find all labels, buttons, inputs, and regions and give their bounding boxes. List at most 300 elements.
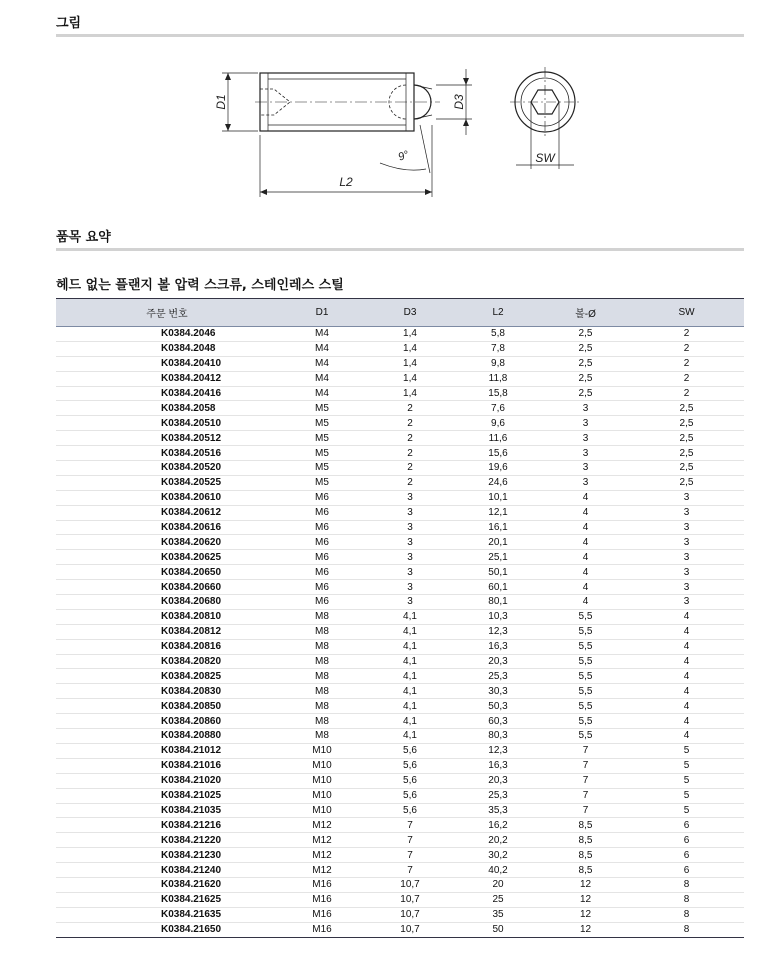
cell-order-number: K0384.20525 <box>56 475 278 490</box>
cell-l2: 16,1 <box>454 520 542 535</box>
cell-d3: 10,7 <box>400 924 420 936</box>
table-row <box>56 341 744 356</box>
cell-l2: 15,8 <box>454 386 542 401</box>
cell-d1: M8 <box>278 669 366 684</box>
table-row <box>56 699 744 714</box>
cell-d1: M4 <box>278 386 366 401</box>
cell-d1: M10 <box>278 803 366 818</box>
table-row <box>56 386 744 401</box>
section-title-summary: 품목 요약 <box>56 230 744 251</box>
cell-l2: 7,6 <box>454 401 542 416</box>
table-row <box>56 848 744 863</box>
cell-sw: 4 <box>629 609 744 624</box>
cell-sw: 5 <box>629 773 744 788</box>
table-row <box>56 475 744 490</box>
cell-l2: 30,3 <box>454 684 542 699</box>
cell-l2: 19,6 <box>454 461 542 476</box>
table-row <box>56 580 744 595</box>
table-row <box>56 505 744 520</box>
cell-d3: 10,7 <box>366 892 454 907</box>
cell-order-number: K0384.21635 <box>56 907 278 922</box>
cell-l2: 5,8 <box>454 327 542 342</box>
cell-ball-diameter: 4 <box>542 505 629 520</box>
cell-order-number: K0384.21035 <box>56 803 278 818</box>
cell-d3: 7 <box>366 863 454 878</box>
cell-d1: M6 <box>278 505 366 520</box>
cell-ball-diameter: 2,5 <box>542 341 629 356</box>
cell-sw: 5 <box>629 788 744 803</box>
cell-ball-diameter: 7 <box>542 743 629 758</box>
cell-d3: 1,4 <box>366 371 454 386</box>
cell-sw: 2,5 <box>629 401 744 416</box>
cell-d1: M6 <box>278 565 366 580</box>
cell-d1: M8 <box>278 609 366 624</box>
cell-d1: M6 <box>278 550 366 565</box>
cell-d3: 4,1 <box>366 699 454 714</box>
cell-ball-diameter: 4 <box>542 565 629 580</box>
cell-l2: 25 <box>454 892 542 907</box>
cell-d1: M6 <box>278 580 366 595</box>
cell-ball-diameter: 2,5 <box>542 356 629 371</box>
cell-d1: M5 <box>278 461 366 476</box>
cell-order-number: K0384.20625 <box>56 550 278 565</box>
table-row <box>56 788 744 803</box>
cell-ball-diameter: 8,5 <box>542 863 629 878</box>
cell-d1: M16 <box>278 892 366 907</box>
cell-d1: M8 <box>278 654 366 669</box>
cell-sw: 6 <box>629 833 744 848</box>
cell-ball-diameter: 5,5 <box>542 714 629 729</box>
cell-l2: 24,6 <box>454 475 542 490</box>
table-row <box>56 371 744 386</box>
label-l2: L2 <box>339 175 353 189</box>
header-order-number: 주문 번호 <box>146 309 188 320</box>
cell-sw: 3 <box>629 580 744 595</box>
cell-sw: 4 <box>629 714 744 729</box>
cell-order-number: K0384.20825 <box>56 669 278 684</box>
cell-d3: 5,6 <box>366 743 454 758</box>
cell-ball-diameter: 8,5 <box>542 818 629 833</box>
cell-sw: 6 <box>629 863 744 878</box>
cell-ball-diameter: 12 <box>579 924 592 936</box>
cell-d1: M6 <box>278 490 366 505</box>
cell-ball-diameter: 3 <box>542 446 629 461</box>
cell-l2: 40,2 <box>454 863 542 878</box>
cell-d1: M4 <box>278 341 366 356</box>
table-row <box>56 863 744 878</box>
cell-order-number: K0384.20812 <box>56 624 278 639</box>
cell-d1: M8 <box>278 699 366 714</box>
cell-order-number: K0384.20410 <box>56 356 278 371</box>
cell-order-number: K0384.20412 <box>56 371 278 386</box>
cell-l2: 7,8 <box>454 341 542 356</box>
table-row <box>56 714 744 729</box>
cell-l2: 25,3 <box>454 788 542 803</box>
cell-l2: 16,3 <box>454 639 542 654</box>
cell-d3: 4,1 <box>366 654 454 669</box>
cell-sw: 2 <box>629 356 744 371</box>
header-ball-diameter: 볼-Ø <box>575 309 596 320</box>
cell-order-number: K0384.20820 <box>56 654 278 669</box>
cell-ball-diameter: 3 <box>542 475 629 490</box>
cell-d1: M8 <box>278 729 366 744</box>
cell-sw: 4 <box>629 699 744 714</box>
table-row <box>56 818 744 833</box>
cell-d3: 3 <box>366 505 454 520</box>
table-row <box>56 565 744 580</box>
cell-l2: 11,8 <box>454 371 542 386</box>
table-row <box>56 520 744 535</box>
cell-l2: 60,1 <box>454 580 542 595</box>
cell-l2: 20,3 <box>454 654 542 669</box>
cell-d3: 3 <box>366 580 454 595</box>
cell-ball-diameter: 8,5 <box>542 848 629 863</box>
cell-ball-diameter: 5,5 <box>542 669 629 684</box>
cell-sw: 5 <box>629 803 744 818</box>
cell-order-number: K0384.20680 <box>56 595 278 610</box>
cell-ball-diameter: 12 <box>542 907 629 922</box>
cell-d3: 3 <box>366 535 454 550</box>
cell-d3: 2 <box>366 446 454 461</box>
cell-sw: 8 <box>629 877 744 892</box>
cell-order-number: K0384.20860 <box>56 714 278 729</box>
cell-d1: M4 <box>278 356 366 371</box>
cell-d3: 7 <box>366 833 454 848</box>
table-row <box>56 758 744 773</box>
technical-drawing <box>200 55 620 205</box>
cell-l2: 12,1 <box>454 505 542 520</box>
cell-l2: 20,2 <box>454 833 542 848</box>
cell-order-number: K0384.2058 <box>56 401 278 416</box>
cell-ball-diameter: 4 <box>542 520 629 535</box>
table-row <box>56 416 744 431</box>
cell-order-number: K0384.20816 <box>56 639 278 654</box>
cell-ball-diameter: 3 <box>542 461 629 476</box>
cell-sw: 2 <box>629 341 744 356</box>
cell-d3: 10,7 <box>366 907 454 922</box>
header-sw: SW <box>678 307 695 318</box>
cell-d3: 3 <box>366 550 454 565</box>
cell-ball-diameter: 12 <box>542 892 629 907</box>
cell-d1: M10 <box>278 758 366 773</box>
cell-sw: 8 <box>629 892 744 907</box>
cell-sw: 3 <box>629 535 744 550</box>
table-row <box>56 892 744 907</box>
table-row <box>56 877 744 892</box>
cell-d1: M8 <box>278 624 366 639</box>
cell-d1: M5 <box>278 416 366 431</box>
cell-l2: 11,6 <box>454 431 542 446</box>
cell-ball-diameter: 2,5 <box>542 386 629 401</box>
cell-d1: M12 <box>278 863 366 878</box>
cell-order-number: K0384.21220 <box>56 833 278 848</box>
cell-sw: 3 <box>629 490 744 505</box>
cell-sw: 3 <box>629 505 744 520</box>
cell-order-number: K0384.21650 <box>161 924 222 936</box>
cell-d1: M8 <box>278 684 366 699</box>
cell-ball-diameter: 4 <box>542 535 629 550</box>
cell-l2: 25,1 <box>454 550 542 565</box>
cell-d1: M5 <box>278 475 366 490</box>
header-l2: L2 <box>492 307 504 318</box>
cell-ball-diameter: 5,5 <box>542 729 629 744</box>
cell-d3: 4,1 <box>366 729 454 744</box>
cell-ball-diameter: 4 <box>542 580 629 595</box>
cell-l2: 16,3 <box>454 758 542 773</box>
cell-order-number: K0384.21012 <box>56 743 278 758</box>
header-d3: D3 <box>403 307 417 318</box>
cell-d3: 1,4 <box>366 341 454 356</box>
cell-sw: 5 <box>629 758 744 773</box>
cell-ball-diameter: 3 <box>542 431 629 446</box>
table-row <box>56 461 744 476</box>
cell-sw: 4 <box>629 729 744 744</box>
cell-order-number: K0384.21020 <box>56 773 278 788</box>
cell-d3: 2 <box>366 461 454 476</box>
table-row <box>56 654 744 669</box>
cell-ball-diameter: 7 <box>542 758 629 773</box>
cell-l2: 9,8 <box>454 356 542 371</box>
cell-d3: 3 <box>366 490 454 505</box>
cell-ball-diameter: 5,5 <box>542 684 629 699</box>
cell-ball-diameter: 8,5 <box>542 833 629 848</box>
cell-d3: 1,4 <box>366 356 454 371</box>
cell-order-number: K0384.20810 <box>56 609 278 624</box>
cell-l2: 80,3 <box>454 729 542 744</box>
cell-order-number: K0384.21216 <box>56 818 278 833</box>
cell-d3: 1,4 <box>366 327 454 342</box>
cell-order-number: K0384.20660 <box>56 580 278 595</box>
cell-ball-diameter: 5,5 <box>542 654 629 669</box>
cell-ball-diameter: 3 <box>542 416 629 431</box>
cell-order-number: K0384.20510 <box>56 416 278 431</box>
header-d1: D1 <box>315 307 329 318</box>
cell-d1: M16 <box>278 907 366 922</box>
table-row <box>56 729 744 744</box>
cell-d3: 5,6 <box>366 773 454 788</box>
cell-d1: M6 <box>278 520 366 535</box>
cell-d3: 4,1 <box>366 684 454 699</box>
cell-sw: 2,5 <box>629 416 744 431</box>
cell-order-number: K0384.20610 <box>56 490 278 505</box>
cell-d1: M4 <box>278 327 366 342</box>
cell-order-number: K0384.21230 <box>56 848 278 863</box>
cell-order-number: K0384.20880 <box>56 729 278 744</box>
cell-sw: 4 <box>629 669 744 684</box>
cell-order-number: K0384.20612 <box>56 505 278 520</box>
cell-d1: M5 <box>278 401 366 416</box>
cell-order-number: K0384.20520 <box>56 461 278 476</box>
cell-order-number: K0384.21025 <box>56 788 278 803</box>
cell-l2: 35 <box>454 907 542 922</box>
cell-l2: 20,3 <box>454 773 542 788</box>
cell-d3: 2 <box>366 475 454 490</box>
table-row <box>56 624 744 639</box>
cell-d3: 2 <box>366 401 454 416</box>
table-row <box>56 833 744 848</box>
cell-d1: M5 <box>278 431 366 446</box>
table-row <box>56 595 744 610</box>
cell-sw: 3 <box>629 520 744 535</box>
cell-l2: 12,3 <box>454 624 542 639</box>
cell-d3: 2 <box>366 416 454 431</box>
cell-d3: 4,1 <box>366 624 454 639</box>
cell-d3: 3 <box>366 520 454 535</box>
table-row <box>56 550 744 565</box>
cell-sw: 2,5 <box>629 475 744 490</box>
cell-sw: 3 <box>629 565 744 580</box>
cell-order-number: K0384.21625 <box>56 892 278 907</box>
cell-d1: M12 <box>278 833 366 848</box>
section-title-drawing: 그림 <box>56 16 744 37</box>
table-row <box>56 669 744 684</box>
table-row <box>56 401 744 416</box>
cell-d3: 5,6 <box>366 803 454 818</box>
cell-d3: 5,6 <box>366 788 454 803</box>
cell-order-number: K0384.20616 <box>56 520 278 535</box>
cell-d3: 2 <box>366 431 454 446</box>
cell-ball-diameter: 7 <box>542 773 629 788</box>
cell-sw: 4 <box>629 654 744 669</box>
cell-d3: 1,4 <box>366 386 454 401</box>
cell-sw: 2,5 <box>629 431 744 446</box>
cell-sw: 2,5 <box>629 446 744 461</box>
cell-d1: M16 <box>312 924 332 936</box>
cell-order-number: K0384.20830 <box>56 684 278 699</box>
cell-d1: M12 <box>278 818 366 833</box>
table-row <box>56 327 744 342</box>
product-table <box>56 298 744 938</box>
cell-ball-diameter: 4 <box>542 595 629 610</box>
cell-ball-diameter: 5,5 <box>542 624 629 639</box>
cell-l2: 35,3 <box>454 803 542 818</box>
cell-sw: 8 <box>629 907 744 922</box>
cell-ball-diameter: 5,5 <box>542 609 629 624</box>
cell-sw: 2 <box>629 371 744 386</box>
table-row <box>56 609 744 624</box>
cell-l2: 9,6 <box>454 416 542 431</box>
cell-l2: 50 <box>492 924 504 936</box>
table-row <box>56 431 744 446</box>
cell-sw: 6 <box>629 848 744 863</box>
cell-l2: 25,3 <box>454 669 542 684</box>
table-row <box>56 535 744 550</box>
cell-sw: 2 <box>629 386 744 401</box>
cell-l2: 50,1 <box>454 565 542 580</box>
cell-ball-diameter: 4 <box>542 490 629 505</box>
cell-order-number: K0384.20512 <box>56 431 278 446</box>
cell-d1: M8 <box>278 714 366 729</box>
screw-side-view <box>255 73 440 131</box>
cell-d3: 3 <box>366 595 454 610</box>
cell-order-number: K0384.20516 <box>56 446 278 461</box>
cell-l2: 30,2 <box>454 848 542 863</box>
label-sw: SW <box>535 151 555 165</box>
table-row <box>56 803 744 818</box>
cell-l2: 60,3 <box>454 714 542 729</box>
cell-d3: 10,7 <box>366 877 454 892</box>
cell-sw: 4 <box>629 684 744 699</box>
cell-l2: 20,1 <box>454 535 542 550</box>
cell-order-number: K0384.20650 <box>56 565 278 580</box>
table-header-row <box>56 299 744 327</box>
cell-order-number: K0384.20416 <box>56 386 278 401</box>
cell-d3: 3 <box>366 565 454 580</box>
cell-sw: 6 <box>629 818 744 833</box>
cell-ball-diameter: 5,5 <box>542 699 629 714</box>
cell-sw: 3 <box>629 550 744 565</box>
cell-d1: M4 <box>278 371 366 386</box>
cell-sw: 5 <box>629 743 744 758</box>
cell-d1: M8 <box>278 639 366 654</box>
table-row <box>56 907 744 922</box>
cell-order-number: K0384.21240 <box>56 863 278 878</box>
table-row <box>56 639 744 654</box>
cell-sw: 2 <box>629 327 744 342</box>
table-row <box>56 446 744 461</box>
cell-d1: M10 <box>278 788 366 803</box>
cell-l2: 15,6 <box>454 446 542 461</box>
table-row <box>56 684 744 699</box>
cell-order-number: K0384.2048 <box>56 341 278 356</box>
cell-order-number: K0384.21620 <box>56 877 278 892</box>
table-row <box>56 743 744 758</box>
cell-d3: 5,6 <box>366 758 454 773</box>
cell-sw: 4 <box>629 639 744 654</box>
cell-d3: 7 <box>366 818 454 833</box>
cell-d3: 4,1 <box>366 639 454 654</box>
table-row <box>56 773 744 788</box>
table-row <box>56 490 744 505</box>
cell-d1: M12 <box>278 848 366 863</box>
cell-l2: 20 <box>454 877 542 892</box>
cell-order-number: K0384.20850 <box>56 699 278 714</box>
cell-d1: M6 <box>278 535 366 550</box>
cell-order-number: K0384.21016 <box>56 758 278 773</box>
cell-sw: 4 <box>629 624 744 639</box>
cell-d3: 7 <box>366 848 454 863</box>
cell-order-number: K0384.20620 <box>56 535 278 550</box>
cell-d1: M5 <box>278 446 366 461</box>
cell-l2: 80,1 <box>454 595 542 610</box>
cell-sw: 8 <box>683 924 690 936</box>
label-d3: D3 <box>452 94 466 110</box>
label-angle: 9° <box>396 148 411 164</box>
cell-d1: M6 <box>278 595 366 610</box>
cell-d3: 4,1 <box>366 609 454 624</box>
table-title: 헤드 없는 플랜지 볼 압력 스크류, 스테인레스 스틸 <box>56 278 344 293</box>
cell-ball-diameter: 2,5 <box>542 371 629 386</box>
cell-d1: M10 <box>278 743 366 758</box>
cell-ball-diameter: 7 <box>542 803 629 818</box>
cell-d3: 4,1 <box>366 669 454 684</box>
cell-d3: 4,1 <box>366 714 454 729</box>
cell-l2: 10,1 <box>454 490 542 505</box>
cell-d1: M16 <box>278 877 366 892</box>
table-row <box>56 356 744 371</box>
cell-d1: M10 <box>278 773 366 788</box>
cell-sw: 3 <box>629 595 744 610</box>
table-row <box>56 922 744 937</box>
cell-l2: 10,3 <box>454 609 542 624</box>
cell-ball-diameter: 4 <box>542 550 629 565</box>
cell-ball-diameter: 7 <box>542 788 629 803</box>
cell-l2: 16,2 <box>454 818 542 833</box>
cell-l2: 50,3 <box>454 699 542 714</box>
cell-ball-diameter: 2,5 <box>542 327 629 342</box>
cell-ball-diameter: 12 <box>542 877 629 892</box>
cell-order-number: K0384.2046 <box>56 327 278 342</box>
